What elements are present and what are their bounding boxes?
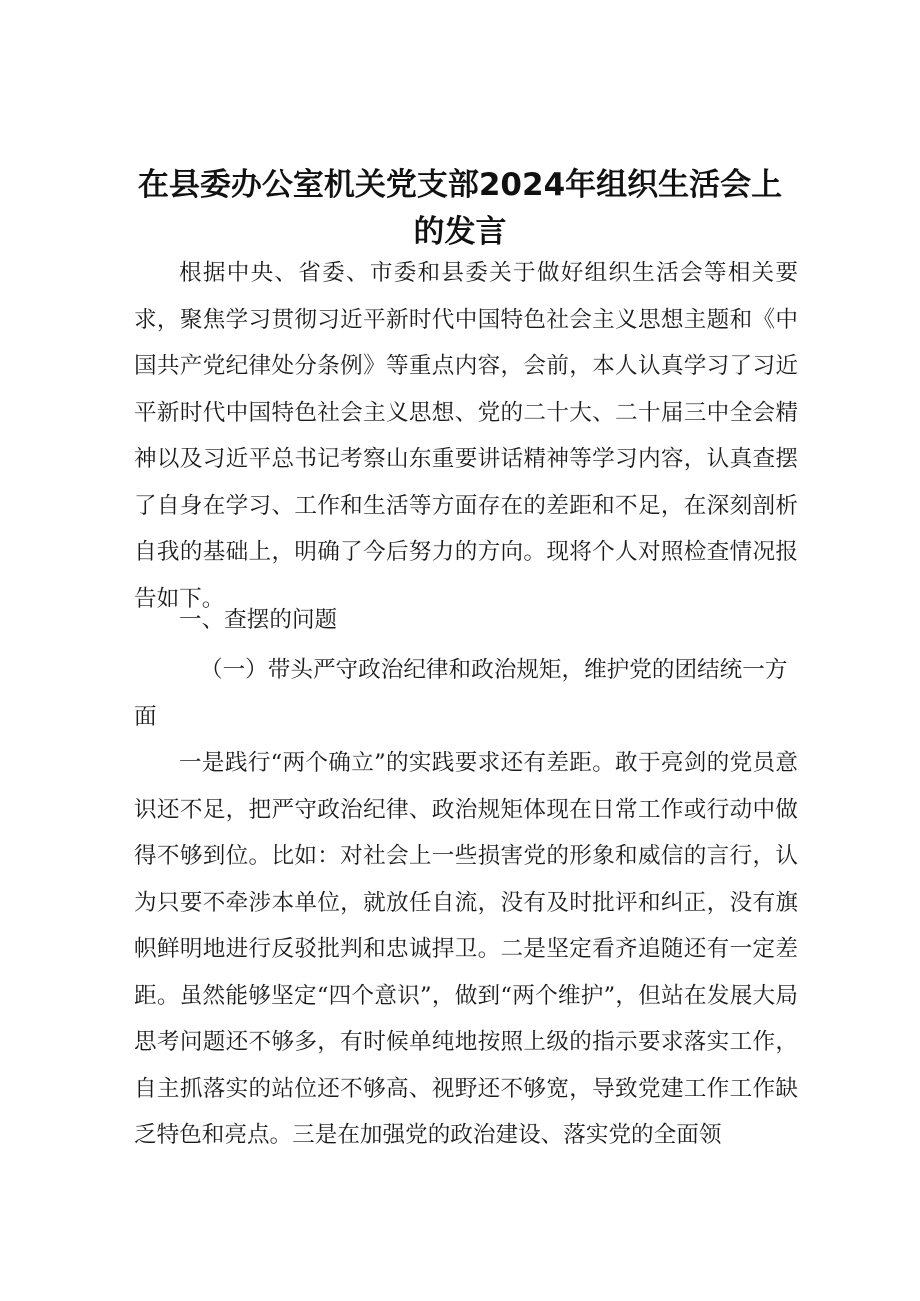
intro-paragraph: 根据中央、省委、市委和县委关于做好组织生活会等相关要求，聚焦学习贯彻习近平新时代中国特色社会主义思想主题和《中国共产党纪律处分条例》等重点内容，会前，本人认真学习了习近平新时代中国特色社会主义思想、党的二十大、二十届三中全会精神以及习近平总书记考察山东重要讲话精神等学习内容，认真查摆了自身在学习、工作和生活等方面存在的差距和不足，在深刻剖析自我的基础上，明确了今后努力的方向。现将个人对照检查情况报告如下。 (134, 260, 798, 612)
body-paragraph: 一是践行“两个确立”的实践要求还有差距。敢于亮剑的党员意识还不足，把严守政治纪律、政治规矩体现在日常工作或行动中做得不够到位。比如：对社会上一些损害党的形象和威信的言行，认为只要不牵涉本单位，就放任自流，没有及时批评和纠正，没有旗帜鲜明地进行反驳批判和忠诚捍卫。二是坚定看齐追随还有一定差距。虽然能够坚定“四个意识”，做到“两个维护”，但站在发展大局思考问题还不够多，有时候单纯地按照上级的指示要求落实工作，自主抓落实的站位还不够高、视野还不够宽，导致党建工作工作缺乏特色和亮点。三是在加强党的政治建设、落实党的全面领 (134, 750, 798, 1148)
section-heading: 一、查摆的问题 (179, 607, 338, 633)
document-title: 在县委办公室机关党支部2024年组织生活会上的发言 (137, 167, 783, 250)
subsection-heading: （一）带头严守政治纪律和政治规矩，维护党的团结统一方面 (134, 657, 788, 730)
